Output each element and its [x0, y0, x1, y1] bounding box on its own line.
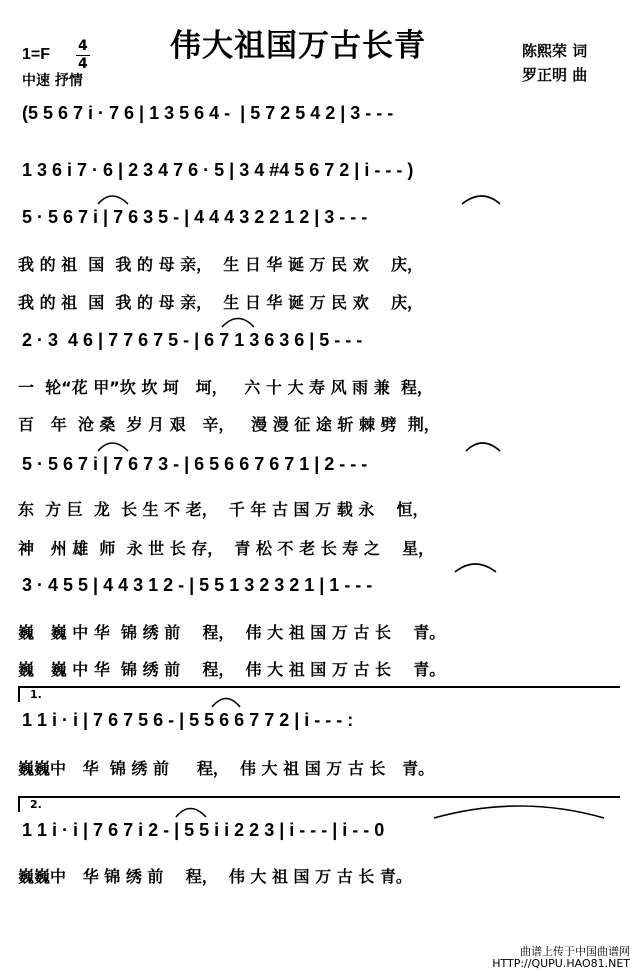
- slur: [176, 809, 206, 818]
- key-signature: 1=F: [22, 46, 51, 63]
- notation-row-8: 1 1 i · i | 7 6 7 i 2 - | 5 5 i i 2 2 3 | i - - - | i - - 0: [22, 820, 385, 840]
- lyric-line-10: 巍巍中 华 锦 绣 前 程， 伟 大 祖 国 万 古 长 青。: [18, 867, 412, 886]
- lyric-line-5: 东 方 巨 龙 长 生 不 老， 千 年 古 国 万 载 永 恒，: [18, 500, 429, 519]
- song-title: 伟大祖国万古长青: [170, 28, 426, 64]
- notation-row-1: (5 5 6 7 i · 7 6 | 1 3 5 6 4 - | 5 7 2 5 4 2 | 3 - - -: [22, 103, 394, 123]
- slur: [462, 196, 500, 204]
- composer: 罗正明 曲: [522, 66, 588, 84]
- site-watermark: [492, 946, 630, 970]
- slur: [98, 196, 128, 204]
- lyric-line-7: 巍 巍 中 华 锦 绣 前 程， 伟 大 祖 国 万 古 长 青。: [18, 623, 446, 642]
- lyric-line-4: 百 年 沧 桑 岁 月 艰 辛， 漫 漫 征 途 斩 棘 劈 荆，: [18, 415, 440, 434]
- volta-label-2: 2.: [30, 798, 42, 811]
- time-signature-numerator: 4: [78, 38, 88, 54]
- lyric-line-3: 一 轮“花 甲”坎 坎 坷 坷， 六 十 大 寿 风 雨 兼 程，: [18, 378, 433, 397]
- notation-row-6: 3 · 4 5 5 | 4 4 3 1 2 - | 5 5 1 3 2 3 2 1 | 1 - - -: [22, 575, 373, 595]
- slur: [455, 564, 496, 572]
- lyric-line-9: 巍巍中 华 锦 绣 前 程， 伟 大 祖 国 万 古 长 青。: [18, 759, 435, 778]
- lyric-line-6: 神 州 雄 师 永 世 长 存， 青 松 不 老 长 寿 之 星，: [18, 539, 435, 558]
- notation-row-5: 5 · 5 6 7 i | 7 6 7 3 - | 6 5 6 6 7 6 7 1 | 2 - - -: [22, 454, 368, 474]
- watermark-line-1: 曲谱上传于中国曲谱网: [520, 945, 630, 958]
- notation-row-2: 1 3 6 i 7 · 6 | 2 3 4 7 6 · 5 | 3 4 #4 5 6 7 2 | i - - - ): [22, 160, 414, 180]
- notation-row-7: 1 1 i · i | 7 6 7 5 6 - | 5 5 6 6 7 7 2 | i - - - :: [22, 710, 354, 730]
- slur: [98, 443, 128, 451]
- tie: [434, 806, 604, 818]
- watermark-line-2: HTTP://QUPU.HAO81.NET: [492, 957, 630, 970]
- lyric-line-8: 巍 巍 中 华 锦 绣 前 程， 伟 大 祖 国 万 古 长 青。: [18, 660, 446, 679]
- slur: [212, 699, 240, 708]
- tempo-marking: 中速 抒情: [22, 73, 83, 89]
- slur: [222, 319, 254, 328]
- notation-row-4: 2 · 3 4 6 | 7 7 6 7 5 - | 6 7 1 3 6 3 6 | 5 - - -: [22, 330, 363, 350]
- lyric-line-1: 我 的 祖 国 我 的 母 亲， 生 日 华 诞 万 民 欢 庆，: [18, 255, 423, 274]
- time-signature-denominator: 4: [78, 56, 88, 72]
- notation-row-3: 5 · 5 6 7 i | 7 6 3 5 - | 4 4 4 3 2 2 1 2 | 3 - - -: [22, 207, 368, 227]
- slur: [466, 443, 500, 451]
- lyric-line-2: 我 的 祖 国 我 的 母 亲， 生 日 华 诞 万 民 欢 庆，: [18, 293, 423, 312]
- volta-label-1: 1.: [30, 688, 42, 701]
- lyricist: 陈熙荣 词: [522, 42, 588, 60]
